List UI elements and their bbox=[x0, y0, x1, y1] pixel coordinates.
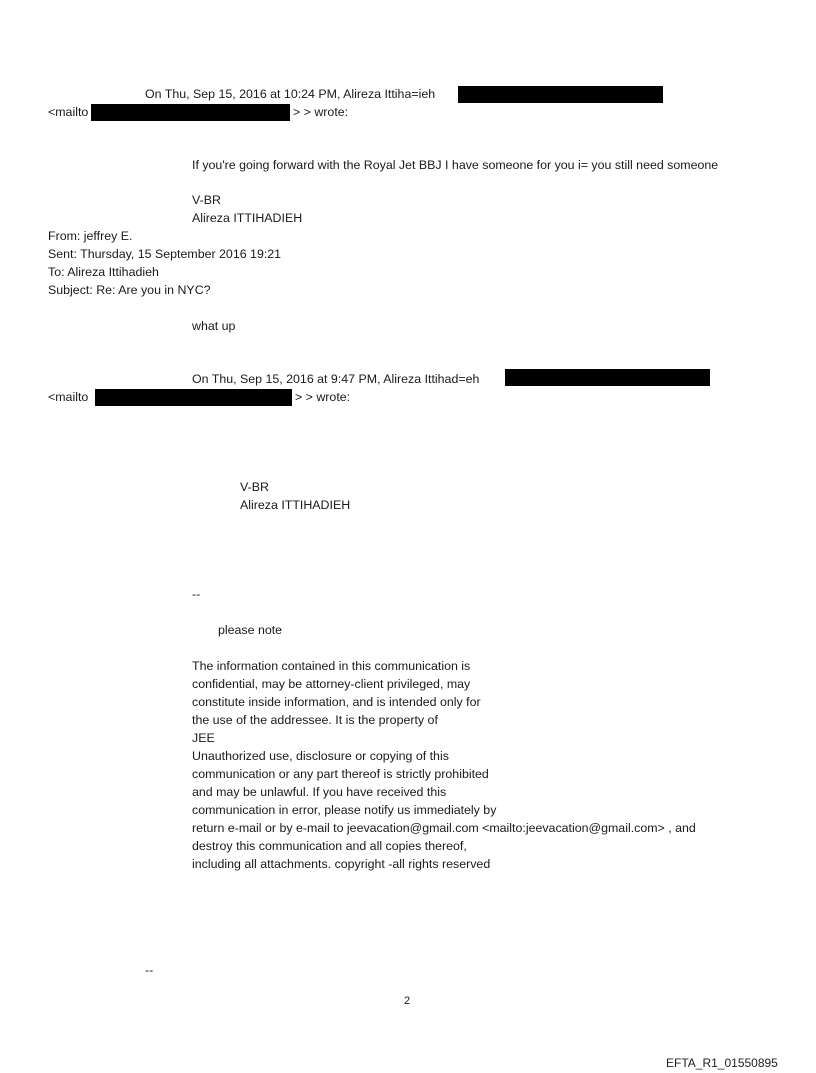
email-subject: Subject: Re: Are you in NYC? bbox=[48, 283, 211, 297]
quote1-header: On Thu, Sep 15, 2016 at 10:24 PM, Alireza Ittiha=ieh bbox=[145, 87, 436, 101]
quote2-header: On Thu, Sep 15, 2016 at 9:47 PM, Alireza Ittihad=eh bbox=[192, 372, 480, 386]
disclaimer-line: communication or any part thereof is strictly prohibited bbox=[192, 767, 489, 781]
reply-body: what up bbox=[192, 319, 236, 333]
email-from: From: jeffrey E. bbox=[48, 229, 133, 243]
redaction-block bbox=[505, 369, 710, 386]
disclaimer-line: and may be unlawful. If you have received this bbox=[192, 785, 447, 799]
quote2-wrote: > > wrote: bbox=[295, 390, 351, 404]
disclaimer-line: confidential, may be attorney-client privileged, may bbox=[192, 677, 471, 691]
bates-number: EFTA_R1_01550895 bbox=[666, 1056, 778, 1070]
quote1-signature-name: Alireza ITTIHADIEH bbox=[192, 211, 303, 225]
signature-separator: -- bbox=[192, 587, 201, 601]
disclaimer-line: including all attachments. copyright -all rights reserved bbox=[192, 857, 491, 871]
quote2-signature-name: Alireza ITTIHADIEH bbox=[240, 498, 351, 512]
quote2-mailto-prefix: <mailto bbox=[48, 390, 89, 404]
disclaimer-line: return e-mail or by e-mail to jeevacation@gmail.com <mailto:jeevacation@gmail.com> , and bbox=[192, 821, 696, 835]
disclaimer-line: The information contained in this communication is bbox=[192, 659, 471, 673]
disclaimer-line: the use of the addressee. It is the property of bbox=[192, 713, 438, 727]
footer-separator: -- bbox=[145, 963, 154, 977]
email-sent: Sent: Thursday, 15 September 2016 19:21 bbox=[48, 247, 282, 261]
disclaimer-line: constitute inside information, and is intended only for bbox=[192, 695, 481, 709]
page-number: 2 bbox=[404, 995, 411, 1007]
email-to: To: Alireza Ittihadieh bbox=[48, 265, 159, 279]
disclaimer-title: please note bbox=[218, 623, 283, 637]
quote1-mailto-prefix: <mailto bbox=[48, 105, 89, 119]
redaction-block bbox=[91, 104, 290, 121]
redaction-block bbox=[95, 389, 292, 406]
quote1-signature-initials: V-BR bbox=[192, 193, 221, 207]
disclaimer-line: destroy this communication and all copies thereof, bbox=[192, 839, 467, 853]
quote1-wrote: > > wrote: bbox=[293, 105, 349, 119]
quote1-message: If you're going forward with the Royal Jet BBJ I have someone for you i= you still need someone bbox=[192, 158, 719, 172]
disclaimer-line: Unauthorized use, disclosure or copying of this bbox=[192, 749, 449, 763]
quote2-signature-initials: V-BR bbox=[240, 480, 269, 494]
disclaimer-line: JEE bbox=[192, 731, 215, 745]
disclaimer-line: communication in error, please notify us immediately by bbox=[192, 803, 497, 817]
redaction-block bbox=[458, 86, 663, 103]
